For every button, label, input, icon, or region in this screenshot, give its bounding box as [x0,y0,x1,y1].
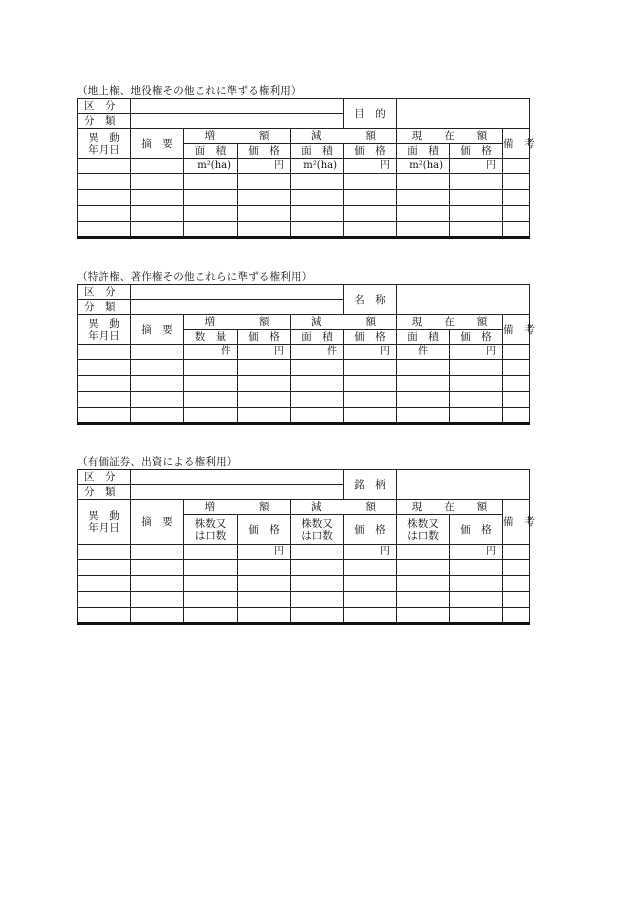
price-unit: 円 [450,159,503,174]
purpose-value-cell[interactable] [397,99,530,129]
decrease-price-header: 価 格 [344,144,397,159]
decrease-area-header: 面 積 [291,330,344,345]
table-row [78,545,530,560]
decrease-header: 減 額 [291,129,397,144]
area-unit: m²(ha) [397,159,450,174]
current-area-header: 面 積 [397,144,450,159]
decrease-shares-header: 株数又 は口数 [291,515,344,545]
increase-area-header: 面 積 [184,144,238,159]
land-rights-section [77,84,535,239]
section-caption: （地上権、地役権その他これに準ずる権利用） [77,85,302,97]
table-row [78,222,530,238]
current-header: 現 在 額 [397,129,503,144]
increase-price-header: 価 格 [238,144,291,159]
price-unit: 円 [344,345,397,360]
increase-header: 増 額 [184,315,291,330]
increase-price-header: 価 格 [238,330,291,345]
table-row [78,592,530,608]
issue-name-value-cell[interactable] [397,470,530,500]
area-unit: m²(ha) [184,159,238,174]
increase-header: 増 額 [184,500,291,515]
bunrui-value-cell[interactable] [131,485,344,500]
change-date-header: 異 動 年月日 [78,315,131,345]
purpose-label: 目 的 [344,99,397,129]
table-row [78,408,530,424]
summary-header: 摘 要 [131,500,184,545]
land-rights-table [77,98,535,239]
price-unit: 円 [344,159,397,174]
table-row [78,360,530,376]
patent-rights-section [77,270,535,425]
kubun-value-cell[interactable] [131,99,344,114]
bunrui-value-cell[interactable] [131,300,344,315]
section-caption: （有価証券、出資による権利用） [77,456,238,468]
bunrui-label: 分 類 [78,114,131,129]
current-header: 現 在 額 [397,500,503,515]
kubun-label: 区 分 [78,99,131,114]
price-unit: 円 [344,545,397,560]
table-row [78,174,530,190]
table-row [78,159,530,174]
count-unit: 件 [184,345,238,360]
name-label: 名 称 [344,285,397,315]
bunrui-value-cell[interactable] [131,114,344,129]
section-caption: （特許権、著作権その他これらに準ずる権利用） [77,271,313,283]
table-row [78,190,530,206]
decrease-header: 減 額 [291,500,397,515]
decrease-header: 減 額 [291,315,397,330]
current-price-header: 価 格 [450,144,503,159]
increase-header: 増 額 [184,129,291,144]
remarks-header: 備 考 [503,500,530,545]
increase-price-header: 価 格 [238,515,291,545]
table-row [78,345,530,360]
decrease-price-header: 価 格 [344,330,397,345]
summary-header: 摘 要 [131,129,184,159]
decrease-price-header: 価 格 [344,515,397,545]
kubun-label: 区 分 [78,285,131,300]
current-area-header: 面 積 [397,330,450,345]
securities-section [77,455,535,625]
bunrui-label: 分 類 [78,300,131,315]
price-unit: 円 [238,345,291,360]
issue-name-label: 銘 柄 [344,470,397,500]
price-unit: 円 [238,159,291,174]
change-date-header: 異 動 年月日 [78,129,131,159]
remarks-header: 備 考 [503,315,530,345]
securities-table [77,469,535,625]
price-unit: 円 [450,345,503,360]
bunrui-label: 分 類 [78,485,131,500]
change-date-header: 異 動 年月日 [78,500,131,545]
kubun-value-cell[interactable] [131,470,344,485]
summary-header: 摘 要 [131,315,184,345]
kubun-label: 区 分 [78,470,131,485]
price-unit: 円 [450,545,503,560]
table-row [78,376,530,392]
table-row [78,206,530,222]
current-shares-header: 株数又 は口数 [397,515,450,545]
increase-shares-header: 株数又 は口数 [184,515,238,545]
current-price-header: 価 格 [450,515,503,545]
remarks-header: 備 考 [503,129,530,159]
table-row [78,392,530,408]
count-unit: 件 [397,345,450,360]
name-value-cell[interactable] [397,285,530,315]
price-unit: 円 [238,545,291,560]
patent-rights-table [77,284,535,425]
increase-quantity-header: 数 量 [184,330,238,345]
kubun-value-cell[interactable] [131,285,344,300]
area-unit: m²(ha) [291,159,344,174]
table-row [78,576,530,592]
table-row [78,560,530,576]
current-header: 現 在 額 [397,315,503,330]
current-price-header: 価 格 [450,330,503,345]
count-unit: 件 [291,345,344,360]
table-row [78,608,530,624]
decrease-area-header: 面 積 [291,144,344,159]
